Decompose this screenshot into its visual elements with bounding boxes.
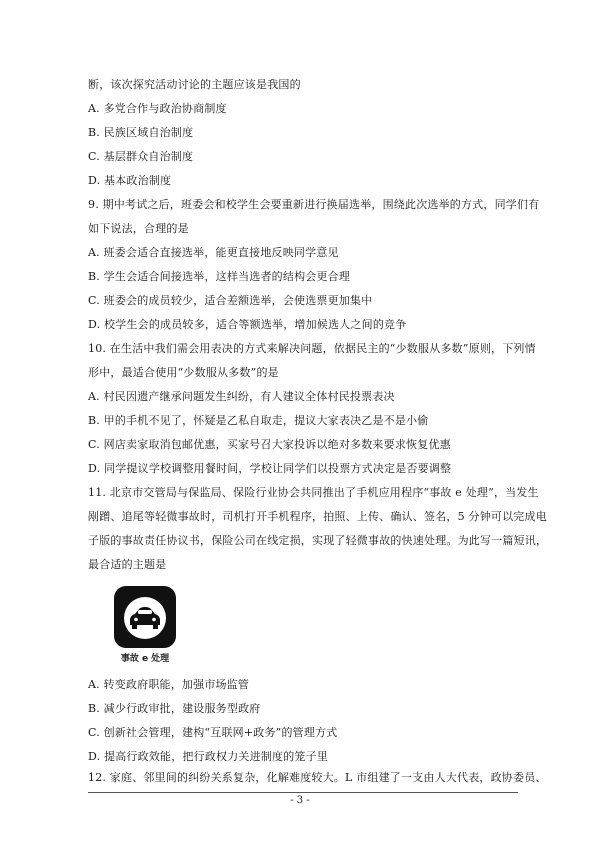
q9-stem-line-2: 如下说法，合理的是 (88, 222, 189, 235)
q9-option-c: C. 班委会的成员较少，适合差额选举，会使选票更加集中 (88, 294, 373, 307)
q11-stem-line-4: 最合适的主题是 (88, 558, 167, 571)
q8-option-a: A. 多党合作与政治协商制度 (88, 102, 227, 115)
q9-option-d: D. 校学生会的成员较多，适合等额选举，增加候选人之间的竞争 (88, 318, 407, 331)
q8-option-b: B. 民族区域自治制度 (88, 126, 194, 139)
q11-option-d: D. 提高行政效能，把行政权力关进制度的笼子里 (88, 750, 329, 763)
q11-option-b: B. 减少行政审批，建设服务型政府 (88, 702, 261, 715)
car-accident-app-icon (113, 585, 177, 649)
q11-stem-line-1: 11. 北京市交管局与保监局、保险行业协会共同推出了手机应用程序“事故 e 处理”，当发生 (88, 486, 539, 499)
q10-stem-line-2: 形中，最适合使用“少数服从多数”的是 (88, 366, 279, 379)
q9-option-b: B. 学生会适合间接选举，这样当选者的结构会更合理 (88, 270, 351, 283)
q10-option-a: A. 村民因遗产继承问题发生纠纷，有人建议全体村民投票表决 (88, 390, 395, 403)
q11-stem-line-3: 子版的事故责任协议书，保险公司在线定损，实现了轻微事故的快速处理。为此写一篇短讯， (88, 534, 548, 547)
q8-option-d: D. 基本政治制度 (88, 174, 172, 187)
q10-option-b: B. 甲的手机不见了，怀疑是乙私自取走，提议大家表决乙是不是小偷 (88, 414, 429, 427)
q11-stem-line-2: 剐蹭、追尾等轻微事故时，司机打开手机程序，拍照、上传、确认、签名，5 分钟可以完成电 (88, 510, 547, 523)
q8-stem-tail: 断，该次探究活动讨论的主题应该是我国的 (88, 78, 301, 91)
app-icon-label: 事故 e 处理 (120, 654, 170, 664)
q10-stem-line-1: 10. 在生活中我们需会用表决的方式来解决问题，依据民主的“少数服从多数”原则，下列情 (88, 342, 536, 355)
q12-stem-line-1: 12. 家庭、邻里间的纠纷关系复杂，化解难度较大。L 市组建了一支由人大代表，政协委员、 (88, 771, 547, 784)
q9-stem-line-1: 9. 期中考试之后，班委会和校学生会要重新进行换届选举，围绕此次选举的方式，同学们有 (88, 198, 540, 211)
q8-option-c: C. 基层群众自治制度 (88, 150, 194, 163)
q10-option-c: C. 网店卖家取消包邮优惠，买家号召大家投诉以绝对多数来要求恢复优惠 (88, 438, 451, 451)
q9-option-a: A. 班委会适合直接选举，能更直接地反映同学意见 (88, 246, 339, 259)
q11-option-c: C. 创新社会管理，建构“互联网+政务”的管理方式 (88, 726, 338, 739)
q11-option-a: A. 转变政府职能，加强市场监管 (88, 678, 250, 691)
page-number: - 3 - (290, 795, 310, 806)
footer-divider (88, 792, 518, 793)
q10-option-d: D. 同学提议学校调整用餐时间，学校让同学们以投票方式决定是否要调整 (88, 462, 452, 475)
